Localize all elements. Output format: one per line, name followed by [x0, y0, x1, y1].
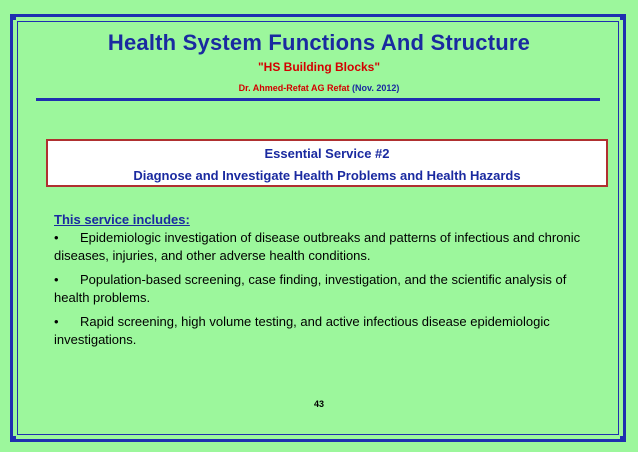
page-number: 43 — [313, 399, 324, 409]
author-date: (Nov. 2012) — [352, 83, 400, 93]
corner-ornament — [10, 436, 16, 442]
list-item — [54, 271, 599, 307]
bullet-icon: • — [54, 314, 59, 329]
service-box — [46, 139, 608, 187]
corner-ornament — [620, 14, 626, 20]
slide-subtitle: "HS Building Blocks" — [257, 60, 381, 74]
service-description: Diagnose and Investigate Health Problems and Health Hazards — [133, 168, 521, 183]
slide-title: Health System Functions And Structure — [107, 30, 531, 55]
author-line — [0, 83, 638, 93]
content-heading: This service includes: — [54, 212, 190, 227]
bullet-icon: • — [54, 230, 59, 245]
list-item-text: Population-based screening, case finding, investigation, and the scientific analysis of health problems. — [54, 272, 567, 305]
author-name: Dr. Ahmed-Refat AG Refat — [238, 83, 350, 93]
list-item-text: Epidemiologic investigation of disease outbreaks and patterns of infectious and chronic diseases, injuries, and other adverse health conditions. — [54, 230, 581, 263]
header-divider — [36, 98, 600, 101]
bullet-icon: • — [54, 272, 59, 287]
corner-ornament — [620, 436, 626, 442]
list-item — [54, 313, 599, 349]
corner-ornament — [10, 14, 16, 20]
content-body — [54, 211, 599, 349]
list-item-text: Rapid screening, high volume testing, and active infectious disease epidemiologic investigations. — [54, 314, 550, 347]
service-number: Essential Service #2 — [264, 146, 390, 161]
list-item — [54, 229, 599, 265]
